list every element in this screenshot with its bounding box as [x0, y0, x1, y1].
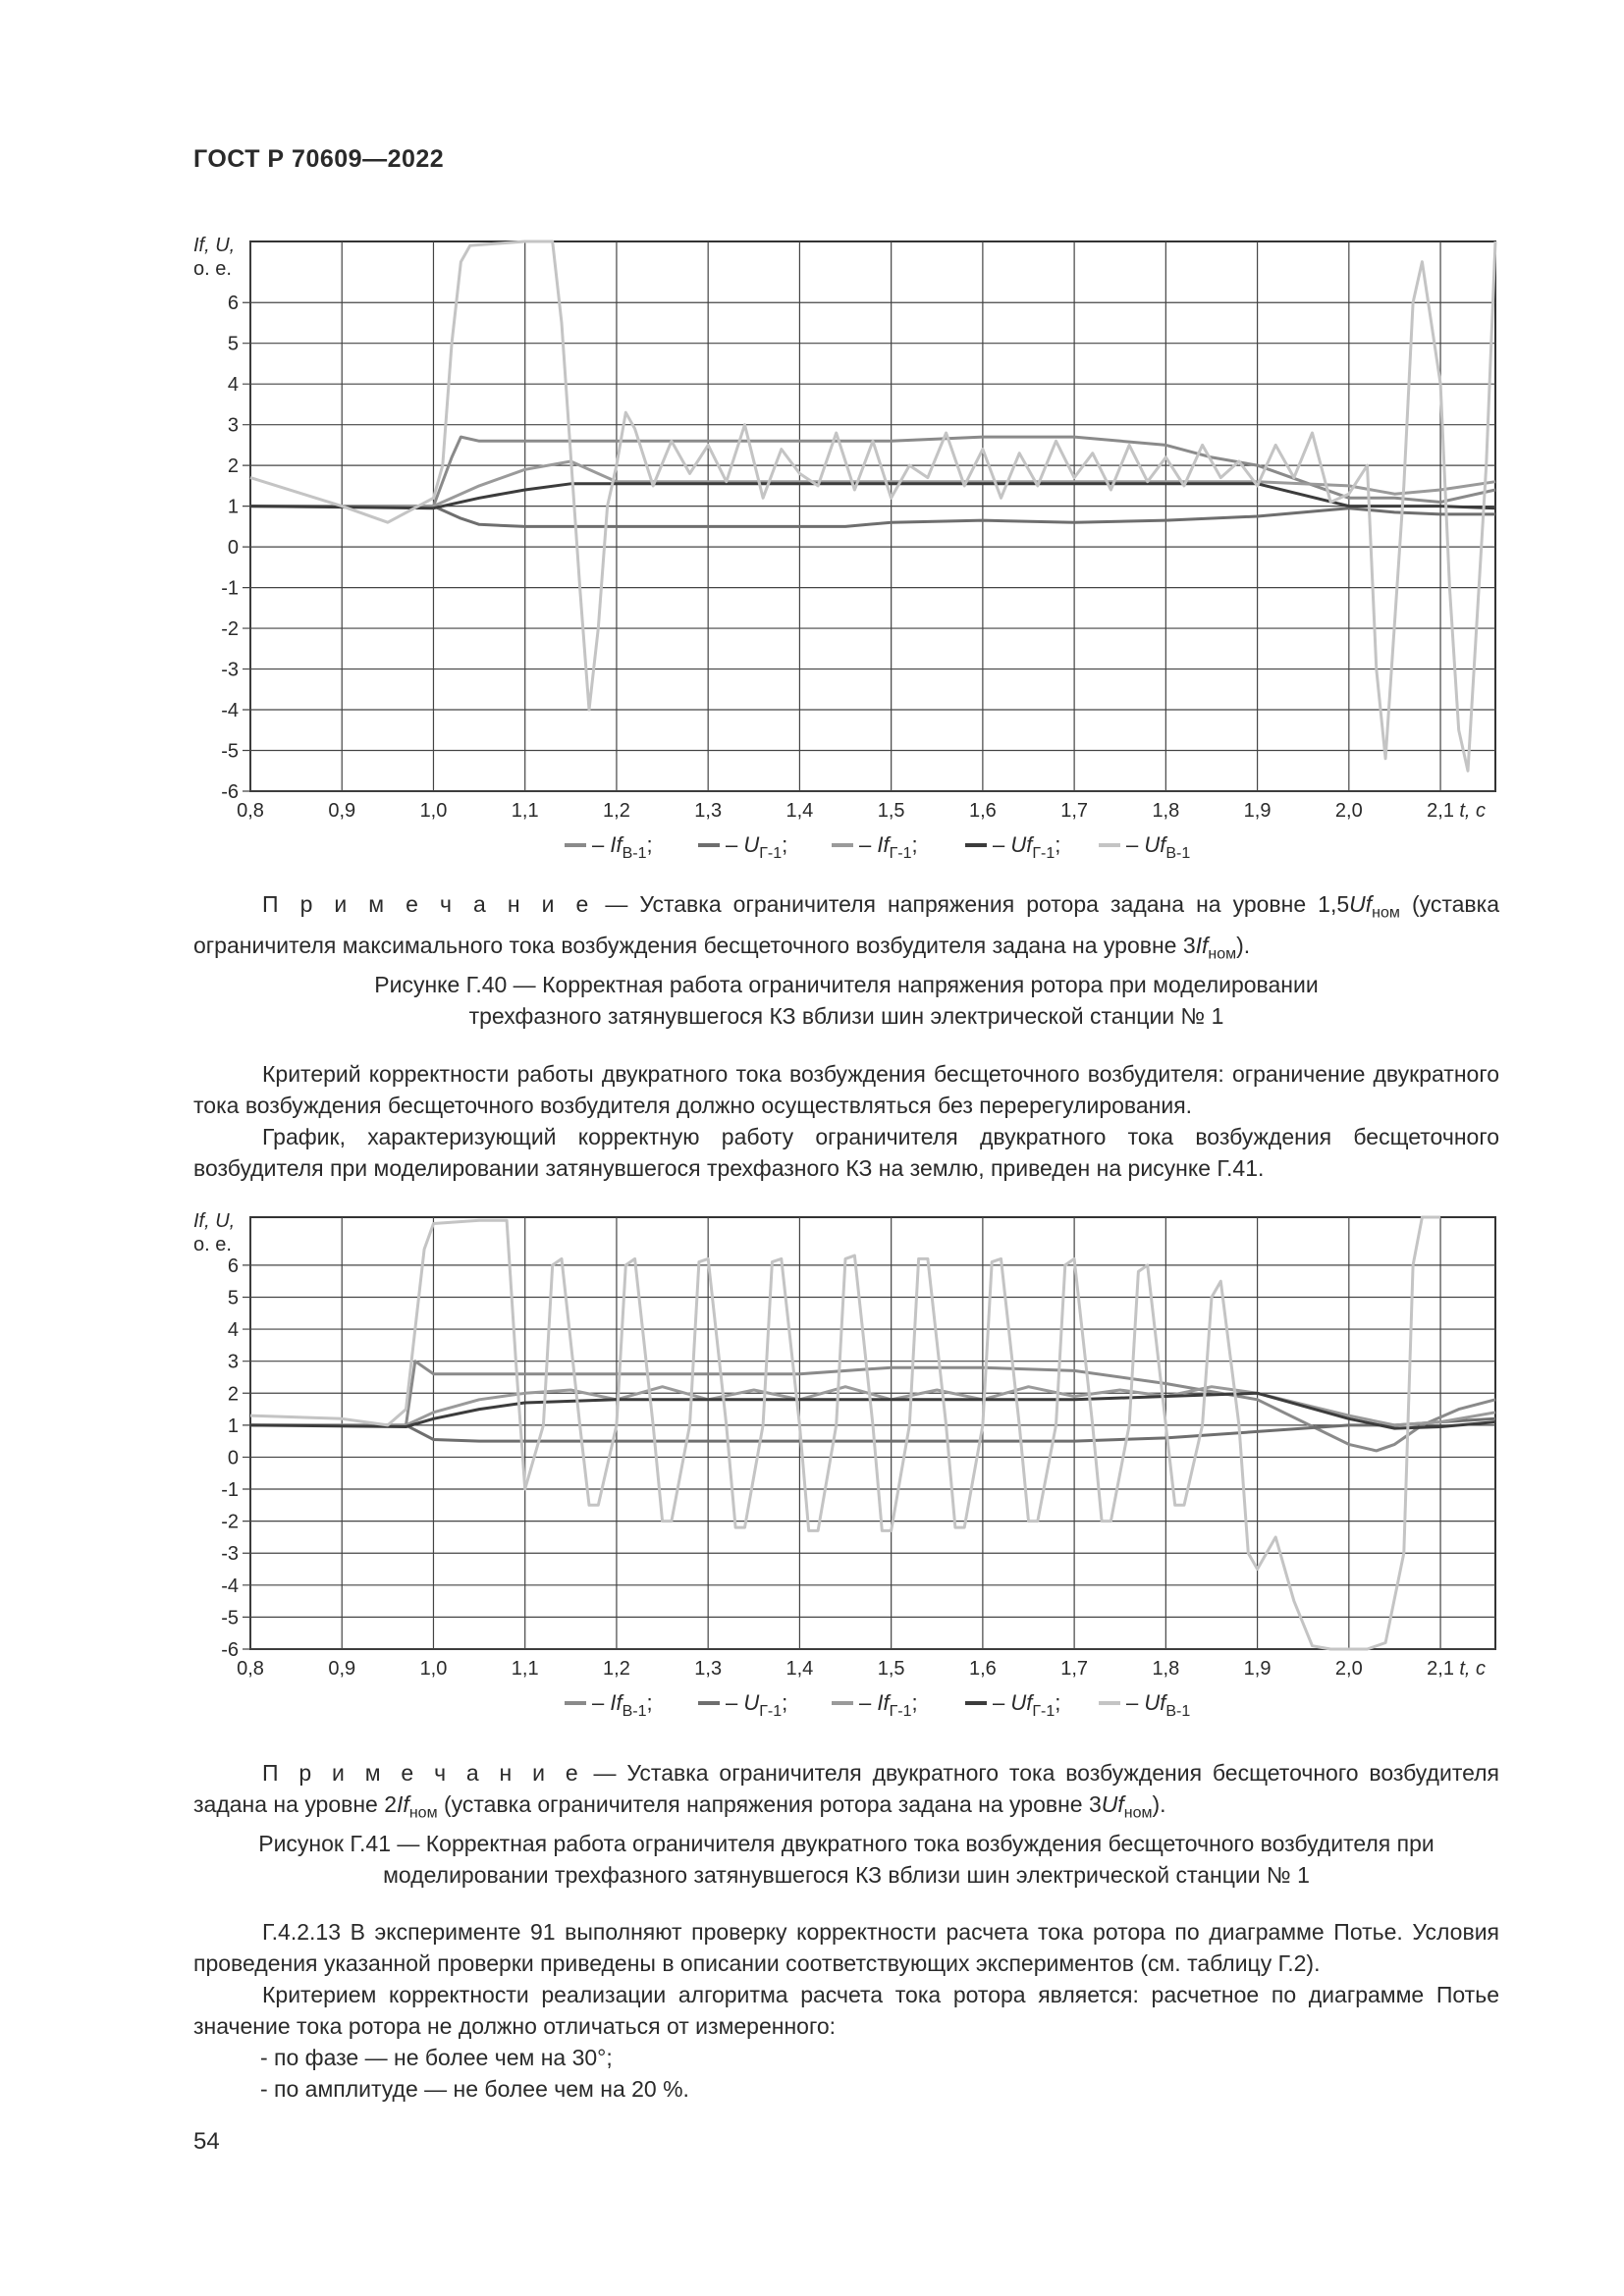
- x-tick-label: 1,7: [1060, 800, 1089, 822]
- y-tick-label: 6: [227, 293, 239, 315]
- x-tick-label: 1,1: [511, 800, 539, 822]
- y-axis-label-units: о. е.: [193, 258, 232, 280]
- legend-separator: ;: [1055, 832, 1061, 857]
- chart-svg: [191, 1200, 1527, 1749]
- legend-symbol: U: [743, 1690, 760, 1715]
- x-tick-label: 1,8: [1152, 800, 1180, 822]
- legend-dash: –: [859, 1690, 878, 1715]
- x-tick-label: 0,8: [237, 1658, 264, 1680]
- note-symbol-2: If: [1195, 932, 1209, 958]
- y-tick-label: 5: [227, 333, 239, 355]
- x-tick-label: 1,2: [603, 1658, 630, 1680]
- note-sub-2: ном: [1123, 1804, 1153, 1822]
- y-tick-label: -3: [221, 1543, 239, 1566]
- x-tick-label: 1,0: [419, 800, 448, 822]
- legend-separator: ;: [782, 1690, 788, 1715]
- legend-separator: ;: [911, 1690, 918, 1715]
- y-tick-label: -6: [221, 781, 239, 803]
- legend-subscript: Г-1: [1032, 845, 1056, 862]
- y-axis-label: If, U,: [193, 1210, 236, 1232]
- y-tick-label: 4: [227, 374, 239, 397]
- legend-subscript: Г-1: [889, 845, 912, 862]
- y-tick-label: -4: [221, 1575, 239, 1597]
- caption-line: моделировании трехфазного затянувшегося КЗ вблизи шин электрической станции № 1: [383, 1862, 1310, 1888]
- note-text-c: ).: [1236, 932, 1251, 958]
- note-prefix: П р и м е ч а н и е: [262, 891, 594, 917]
- note-sub-1: ном: [1372, 904, 1400, 922]
- x-tick-label: 0,8: [237, 800, 264, 822]
- note-text-a: — Уставка ограничителя напряжения ротора задана на уровне 1,5: [593, 891, 1350, 917]
- legend-symbol: If: [610, 1690, 623, 1715]
- x-tick-label: 2,1: [1427, 1658, 1454, 1680]
- y-tick-label: -1: [221, 1479, 239, 1502]
- plot-area: [250, 241, 1495, 791]
- legend-subscript: Г-1: [1032, 1703, 1056, 1720]
- body-paragraph-2: График, характеризующий корректную работу ограничителя двукратного тока возбуждения бесщеточного возбудителя при моделировании затянувшегося трехфазного КЗ на землю, приведен на рисунке Г.41.: [193, 1124, 1499, 1181]
- note-text-b: (уставка ограничителя максимального тока возбуждения бесщеточного возбудителя задана на уровне 3: [193, 891, 1499, 958]
- y-tick-label: 1: [227, 1415, 239, 1437]
- body-paragraph-3: Г.4.2.13 В эксперименте 91 выполняют проверку корректности расчета тока ротора по диаграмме Потье. Условия проведения указанной проверки приведены в описании соответствующих экспериментов (см. таблицу Г.2).: [193, 1919, 1499, 1976]
- figure-g41-note: [193, 1757, 1499, 1830]
- x-tick-label: 1,8: [1152, 1658, 1180, 1680]
- legend-dash: –: [726, 832, 744, 857]
- y-tick-label: -5: [221, 1607, 239, 1629]
- legend-subscript: Г-1: [759, 1703, 783, 1720]
- y-tick-label: 5: [227, 1287, 239, 1309]
- legend-dash: –: [592, 832, 611, 857]
- note-symbol-2: Uf: [1101, 1791, 1124, 1817]
- note-text-c: ).: [1152, 1791, 1166, 1817]
- caption-line: Рисунок Г.41 — Корректная работа ограничителя двукратного тока возбуждения бесщеточного возбудителя при: [258, 1831, 1435, 1856]
- x-axis-label: t, с: [1459, 1658, 1486, 1680]
- legend-separator: ;: [646, 832, 653, 857]
- x-tick-label: 1,9: [1243, 1658, 1272, 1680]
- x-tick-label: 2,0: [1334, 1658, 1363, 1680]
- legend-separator: ;: [911, 832, 918, 857]
- legend-entry: [592, 1690, 653, 1720]
- y-axis-label-units: о. е.: [193, 1234, 232, 1255]
- x-tick-label: 1,2: [603, 800, 630, 822]
- body-paragraph-1: Критерий корректности работы двукратного тока возбуждения бесщеточного возбудителя: ограничение двукратного тока возбуждения бесщеточного возбудителя должно осуществляться без перерегулирования.: [193, 1061, 1499, 1118]
- y-tick-label: 4: [227, 1319, 239, 1342]
- note-prefix: П р и м е ч а н и е: [262, 1760, 583, 1786]
- y-tick-label: 3: [227, 414, 239, 437]
- x-tick-label: 1,9: [1243, 800, 1272, 822]
- caption-line: Рисунке Г.40 — Корректная работа ограничителя напряжения ротора при моделировании: [374, 972, 1319, 997]
- figure-g41-chart: [191, 1200, 1527, 1749]
- legend-dash: –: [1126, 1690, 1145, 1715]
- legend-entry: [859, 1690, 918, 1720]
- note-sub-1: ном: [408, 1804, 438, 1822]
- y-tick-label: 2: [227, 1383, 239, 1406]
- document-header: ГОСТ Р 70609—2022: [193, 145, 445, 173]
- y-tick-label: 6: [227, 1255, 239, 1277]
- y-tick-label: -6: [221, 1639, 239, 1661]
- legend-dash: –: [726, 1690, 744, 1715]
- x-tick-label: 1,1: [511, 1658, 539, 1680]
- legend-symbol: Uf: [1010, 832, 1033, 857]
- y-tick-label: -2: [221, 1511, 239, 1533]
- legend-entry: [592, 832, 653, 862]
- y-axis-label: If, U,: [193, 235, 236, 256]
- x-tick-label: 1,5: [877, 800, 905, 822]
- legend-dash: –: [592, 1690, 611, 1715]
- chart-svg: [191, 224, 1527, 891]
- x-tick-label: 2,1: [1427, 800, 1454, 822]
- x-tick-label: 2,0: [1334, 800, 1363, 822]
- legend-entry: [1126, 832, 1190, 862]
- x-tick-label: 1,6: [968, 1658, 997, 1680]
- legend-entry: [993, 1690, 1060, 1720]
- legend-subscript: Г-1: [759, 845, 783, 862]
- legend-subscript: Г-1: [889, 1703, 912, 1720]
- legend-symbol: U: [743, 832, 760, 857]
- x-axis-label: t, с: [1459, 800, 1486, 822]
- legend-symbol: If: [610, 832, 623, 857]
- legend-entry: [726, 832, 787, 862]
- list-item: - по фазе — не более чем на 30°;: [260, 2045, 613, 2070]
- x-tick-label: 0,9: [328, 800, 356, 822]
- legend-dash: –: [859, 832, 878, 857]
- legend-subscript: В-1: [1165, 845, 1191, 862]
- x-tick-label: 1,3: [694, 1658, 723, 1680]
- legend-symbol: Uf: [1144, 1690, 1166, 1715]
- legend-entry: [1126, 1690, 1190, 1720]
- y-tick-label: -1: [221, 577, 239, 600]
- x-tick-label: 1,0: [419, 1658, 448, 1680]
- note-sub-2: ном: [1208, 945, 1237, 963]
- x-tick-label: 0,9: [328, 1658, 356, 1680]
- x-tick-label: 1,4: [785, 1658, 814, 1680]
- y-tick-label: -2: [221, 618, 239, 641]
- legend-dash: –: [1126, 832, 1145, 857]
- y-tick-label: 2: [227, 455, 239, 478]
- y-tick-label: -4: [221, 700, 239, 722]
- x-tick-label: 1,7: [1060, 1658, 1089, 1680]
- legend-subscript: В-1: [622, 1703, 647, 1720]
- legend-symbol: If: [877, 1690, 890, 1715]
- x-tick-label: 1,6: [968, 800, 997, 822]
- x-tick-label: 1,4: [785, 800, 814, 822]
- legend-subscript: В-1: [1165, 1703, 1191, 1720]
- list-item: - по амплитуде — не более чем на 20 %.: [260, 2076, 689, 2102]
- y-tick-label: 0: [227, 1447, 239, 1469]
- note-symbol-1: Uf: [1349, 891, 1373, 917]
- x-tick-label: 1,5: [877, 1658, 905, 1680]
- figure-g40-note: [193, 888, 1499, 970]
- legend-separator: ;: [782, 832, 788, 857]
- figure-g41-caption: [193, 1828, 1499, 1891]
- legend-symbol: Uf: [1144, 832, 1166, 857]
- legend-dash: –: [993, 1690, 1011, 1715]
- note-text-a: — Уставка ограничителя двукратного тока возбуждения бесщеточного возбудителя задана на уровне 2: [193, 1760, 1499, 1817]
- note-symbol-1: If: [397, 1791, 409, 1817]
- figure-g40-chart: [191, 224, 1527, 891]
- legend-separator: ;: [1055, 1690, 1061, 1715]
- y-tick-label: 1: [227, 496, 239, 518]
- caption-line: трехфазного затянувшегося КЗ вблизи шин электрической станции № 1: [468, 1003, 1224, 1029]
- y-tick-label: 0: [227, 537, 239, 560]
- legend-entry: [993, 832, 1060, 862]
- body-paragraph-4: Критерием корректности реализации алгоритма расчета тока ротора является: расчетное по диаграмме Потье значение тока ротора не должно отличаться от измеренного:: [193, 1982, 1499, 2039]
- legend-separator: ;: [646, 1690, 653, 1715]
- y-tick-label: 3: [227, 1351, 239, 1373]
- page-number: 54: [193, 2128, 220, 2155]
- y-tick-label: -3: [221, 659, 239, 681]
- legend-entry: [726, 1690, 787, 1720]
- figure-g40-caption: [193, 969, 1499, 1032]
- y-tick-label: -5: [221, 740, 239, 763]
- legend-entry: [859, 832, 918, 862]
- legend-subscript: В-1: [622, 845, 647, 862]
- legend-symbol: Uf: [1010, 1690, 1033, 1715]
- legend-dash: –: [993, 832, 1011, 857]
- note-text-b: (уставка ограничителя напряжения ротора задана на уровне 3: [437, 1791, 1102, 1817]
- legend-symbol: If: [877, 832, 890, 857]
- x-tick-label: 1,3: [694, 800, 723, 822]
